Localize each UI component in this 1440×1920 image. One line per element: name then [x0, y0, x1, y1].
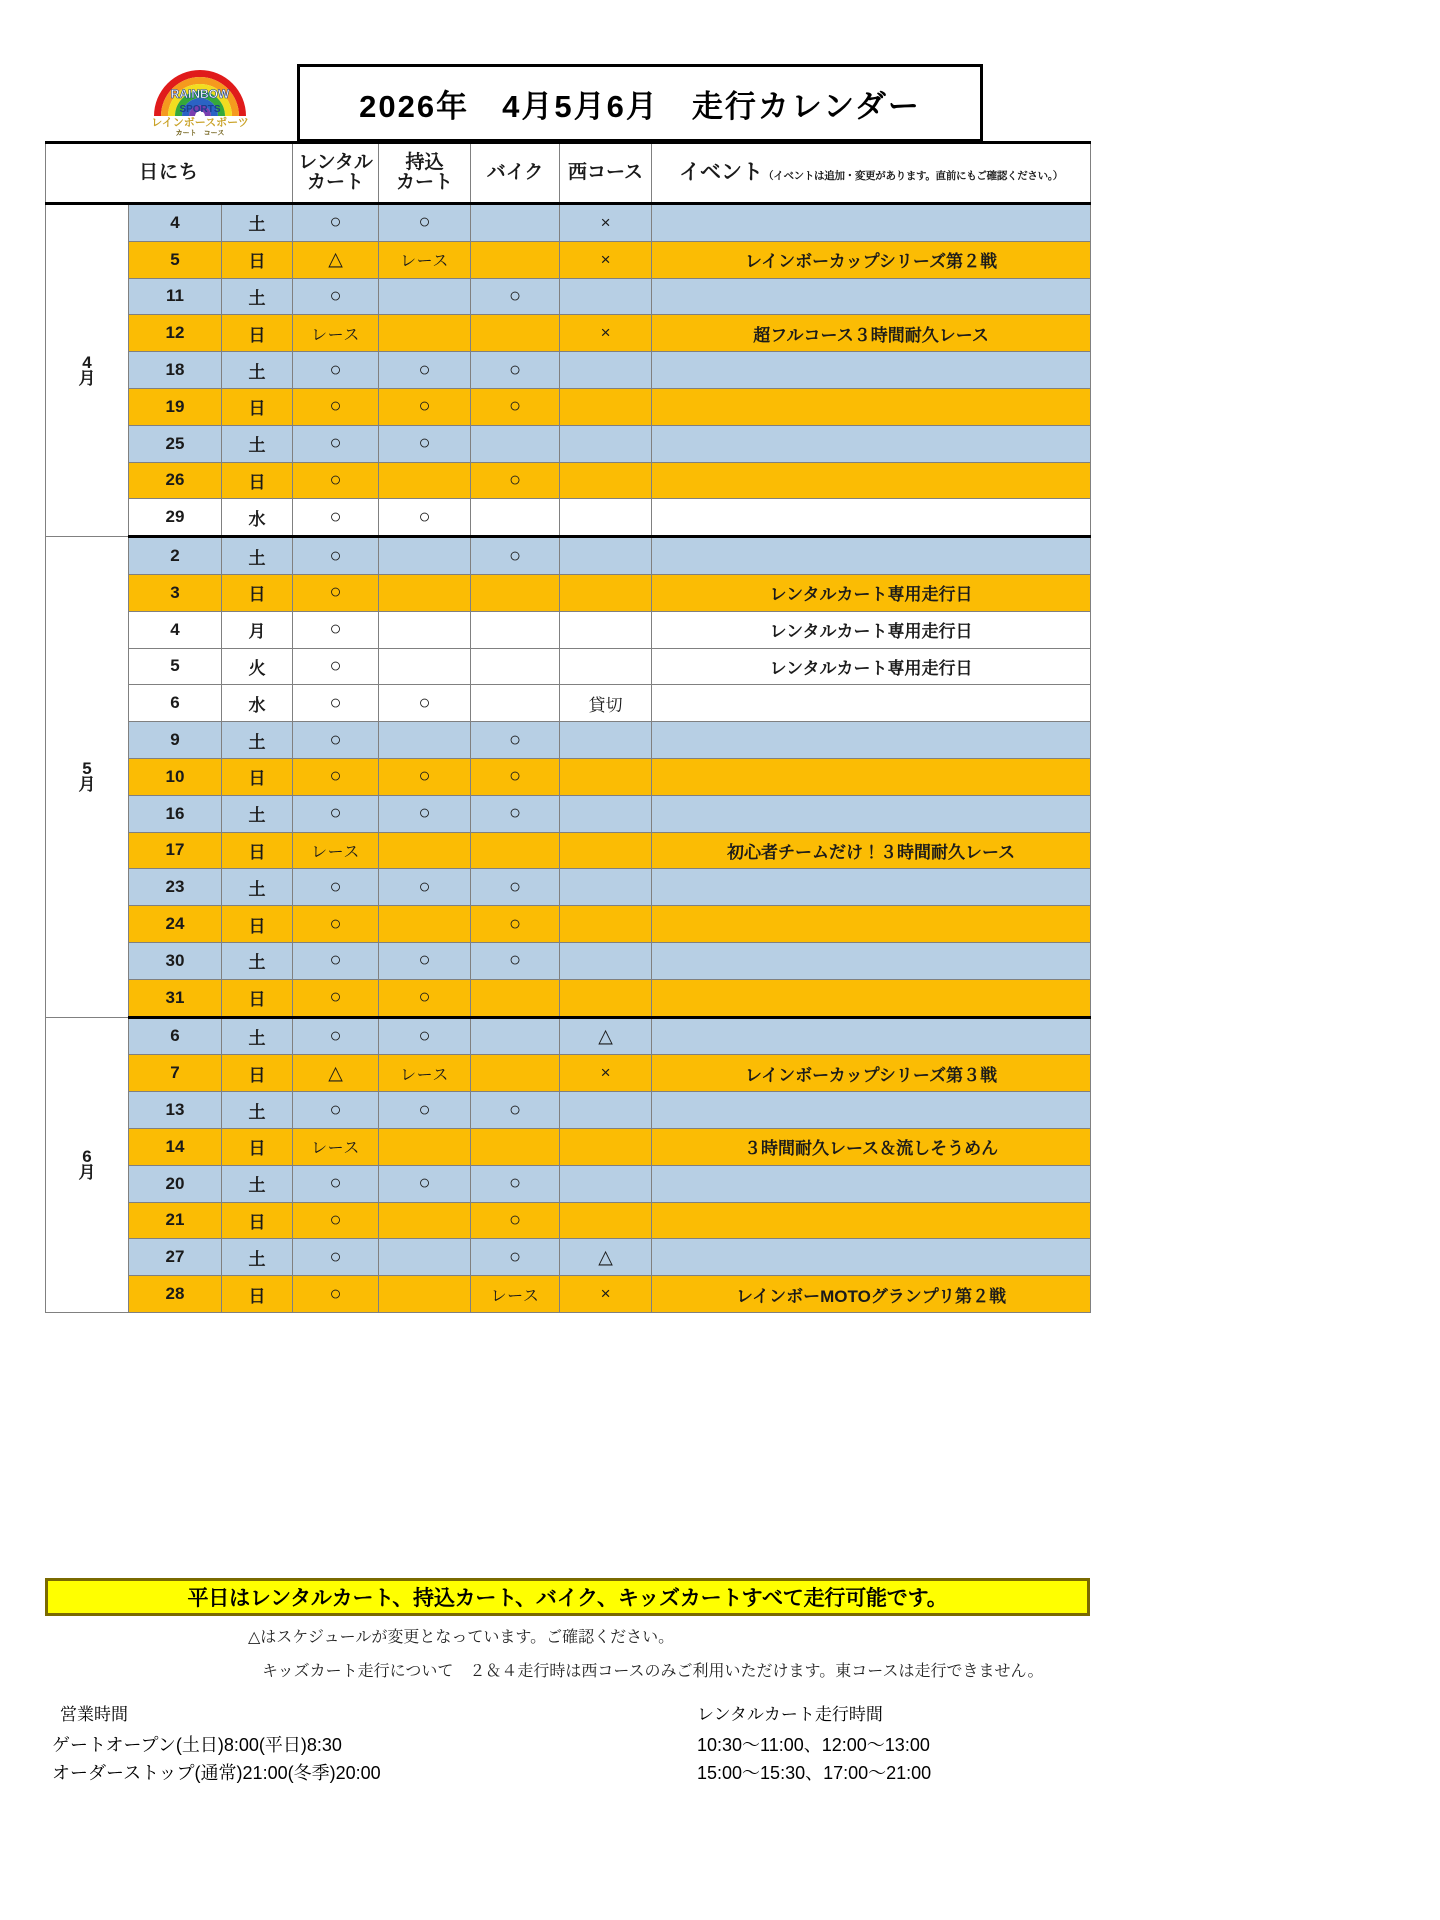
west-course-cell [560, 278, 652, 315]
day-number: 28 [129, 1276, 222, 1313]
bike-cell [471, 425, 560, 462]
bring-kart-cell: レース [379, 1055, 471, 1092]
west-course-cell [560, 942, 652, 979]
day-number: 20 [129, 1165, 222, 1202]
day-number: 3 [129, 574, 222, 611]
event-cell [652, 204, 1091, 242]
table-row [46, 906, 1091, 943]
west-course-cell [560, 574, 652, 611]
table-row [46, 722, 1091, 759]
event-cell: 初心者チームだけ！３時間耐久レース [652, 832, 1091, 869]
day-number: 31 [129, 979, 222, 1017]
west-course-cell [560, 906, 652, 943]
day-number: 17 [129, 832, 222, 869]
day-number: 6 [129, 685, 222, 722]
rental-kart-cell: ○ [293, 1276, 379, 1313]
day-of-week: 土 [222, 795, 293, 832]
event-cell [652, 425, 1091, 462]
day-of-week: 日 [222, 979, 293, 1017]
table-row [46, 1055, 1091, 1092]
day-of-week: 日 [222, 1055, 293, 1092]
rental-kart-cell: ○ [293, 278, 379, 315]
rental-kart-cell: ○ [293, 722, 379, 759]
table-row [46, 832, 1091, 869]
west-course-cell [560, 611, 652, 648]
rental-kart-cell: ○ [293, 795, 379, 832]
table-row [46, 979, 1091, 1017]
month-label-4 [46, 204, 129, 537]
day-number: 14 [129, 1128, 222, 1165]
bring-kart-cell [379, 906, 471, 943]
bike-cell: レース [471, 1276, 560, 1313]
column-header-event [652, 143, 1091, 204]
bike-cell [471, 979, 560, 1017]
day-of-week: 火 [222, 648, 293, 685]
rental-kart-cell: ○ [293, 979, 379, 1017]
table-row [46, 1165, 1091, 1202]
bike-cell: ○ [471, 722, 560, 759]
bike-cell [471, 1017, 560, 1055]
bike-cell [471, 1128, 560, 1165]
event-cell [652, 795, 1091, 832]
bike-cell [471, 685, 560, 722]
event-cell [652, 1239, 1091, 1276]
table-row [46, 574, 1091, 611]
rental-kart-cell: ○ [293, 388, 379, 425]
month-number: 4 [82, 352, 92, 372]
bring-kart-cell [379, 832, 471, 869]
bike-cell [471, 204, 560, 242]
bike-cell [471, 315, 560, 352]
bring-kart-cell: ○ [379, 1092, 471, 1129]
table-row [46, 758, 1091, 795]
table-row [46, 942, 1091, 979]
rental-kart-cell: ○ [293, 648, 379, 685]
table-row [46, 425, 1091, 462]
day-of-week: 日 [222, 388, 293, 425]
day-of-week: 土 [222, 278, 293, 315]
day-number: 12 [129, 315, 222, 352]
west-course-cell [560, 832, 652, 869]
rental-kart-hours-title: レンタルカート走行時間 [697, 1705, 883, 1724]
bike-cell [471, 648, 560, 685]
day-number: 19 [129, 388, 222, 425]
day-number: 23 [129, 869, 222, 906]
schedule-table [45, 141, 1091, 1313]
day-of-week: 土 [222, 869, 293, 906]
bike-cell [471, 611, 560, 648]
page-title: 2026年 4月5月6月 走行カレンダー [359, 88, 921, 124]
month-label-6 [46, 1017, 129, 1312]
table-row [46, 1239, 1091, 1276]
rental-kart-cell: ○ [293, 758, 379, 795]
west-course-cell [560, 1128, 652, 1165]
event-cell [652, 388, 1091, 425]
triangle-footnote: △はスケジュールが変更となっています。ご確認ください。 [248, 1629, 675, 1646]
west-course-cell [560, 795, 652, 832]
day-number: 5 [129, 648, 222, 685]
day-of-week: 日 [222, 462, 293, 499]
rental-hours-line-1: 10:30～11:00、12:00～13:00 [697, 1735, 930, 1755]
logo-japanese-text: レインボースポーツ [151, 117, 249, 129]
table-row [46, 795, 1091, 832]
event-cell [652, 1165, 1091, 1202]
west-course-cell: × [560, 1276, 652, 1313]
bring-kart-cell [379, 462, 471, 499]
title-box [297, 64, 983, 142]
column-header-dates: 日にち [46, 143, 293, 204]
event-cell [652, 1017, 1091, 1055]
bike-cell [471, 499, 560, 537]
day-number: 7 [129, 1055, 222, 1092]
bring-kart-cell [379, 537, 471, 575]
table-row [46, 537, 1091, 575]
rental-kart-cell: ○ [293, 537, 379, 575]
bring-kart-cell: ○ [379, 685, 471, 722]
rental-kart-cell: ○ [293, 1017, 379, 1055]
table-row [46, 1017, 1091, 1055]
table-row [46, 388, 1091, 425]
day-number: 30 [129, 942, 222, 979]
bike-cell [471, 241, 560, 278]
bike-cell [471, 832, 560, 869]
bring-kart-cell: ○ [379, 1165, 471, 1202]
rental-kart-cell: ○ [293, 869, 379, 906]
day-of-week: 日 [222, 241, 293, 278]
bike-cell: ○ [471, 278, 560, 315]
bring-kart-cell: ○ [379, 388, 471, 425]
rental-kart-cell: ○ [293, 574, 379, 611]
day-of-week: 日 [222, 1128, 293, 1165]
day-of-week: 水 [222, 499, 293, 537]
rental-kart-cell: ○ [293, 1165, 379, 1202]
day-number: 18 [129, 352, 222, 389]
day-of-week: 土 [222, 537, 293, 575]
month-kanji: 月 [78, 1162, 96, 1182]
rainbow-sports-logo-icon [143, 68, 258, 138]
rental-kart-cell: ○ [293, 204, 379, 242]
event-cell [652, 722, 1091, 759]
west-course-cell [560, 869, 652, 906]
table-row [46, 241, 1091, 278]
bike-cell [471, 1055, 560, 1092]
table-row [46, 611, 1091, 648]
table-row [46, 315, 1091, 352]
west-course-cell [560, 648, 652, 685]
weekday-notice-text: 平日はレンタルカート、持込カート、バイク、キッズカートすべて走行可能です。 [187, 1587, 948, 1610]
west-course-cell [560, 1202, 652, 1239]
day-of-week: 日 [222, 315, 293, 352]
day-of-week: 土 [222, 1239, 293, 1276]
day-number: 10 [129, 758, 222, 795]
day-of-week: 土 [222, 1092, 293, 1129]
bring-kart-cell: ○ [379, 204, 471, 242]
day-number: 13 [129, 1092, 222, 1129]
bike-cell: ○ [471, 758, 560, 795]
west-course-cell [560, 1165, 652, 1202]
rental-kart-cell: ○ [293, 1092, 379, 1129]
event-cell [652, 499, 1091, 537]
bring-kart-cell: ○ [379, 352, 471, 389]
west-course-cell: △ [560, 1017, 652, 1055]
rental-kart-line2: カート [307, 172, 365, 193]
day-of-week: 日 [222, 1276, 293, 1313]
west-course-cell: × [560, 1055, 652, 1092]
bike-cell: ○ [471, 1092, 560, 1129]
table-row [46, 648, 1091, 685]
west-course-cell [560, 722, 652, 759]
bike-cell: ○ [471, 462, 560, 499]
event-cell [652, 758, 1091, 795]
day-number: 27 [129, 1239, 222, 1276]
table-row [46, 1276, 1091, 1313]
event-cell [652, 979, 1091, 1017]
column-header-bike: バイク [471, 143, 560, 204]
logo-sports-text: SPORTS [179, 104, 221, 115]
day-number: 11 [129, 278, 222, 315]
table-row [46, 685, 1091, 722]
bring-kart-cell [379, 278, 471, 315]
logo-rainbow-text: RAINBOW [170, 87, 230, 101]
event-cell [652, 906, 1091, 943]
column-header-west-course: 西コース [560, 143, 652, 204]
rental-kart-cell: レース [293, 1128, 379, 1165]
bike-cell: ○ [471, 906, 560, 943]
order-stop-line: オーダーストップ(通常)21:00(冬季)20:00 [52, 1762, 381, 1783]
day-number: 21 [129, 1202, 222, 1239]
event-cell [652, 942, 1091, 979]
business-hours-column [52, 1700, 612, 1788]
rental-kart-cell: ○ [293, 942, 379, 979]
bike-cell: ○ [471, 942, 560, 979]
day-of-week: 日 [222, 906, 293, 943]
bring-kart-cell: ○ [379, 425, 471, 462]
column-header-bring-kart [379, 143, 471, 204]
bring-kart-cell [379, 722, 471, 759]
rental-kart-cell: ○ [293, 611, 379, 648]
day-number: 16 [129, 795, 222, 832]
month-kanji: 月 [78, 774, 96, 794]
bring-kart-cell [379, 1202, 471, 1239]
rental-kart-cell: ○ [293, 425, 379, 462]
west-course-cell [560, 462, 652, 499]
event-cell [652, 278, 1091, 315]
table-row [46, 869, 1091, 906]
day-of-week: 日 [222, 574, 293, 611]
west-course-cell: × [560, 204, 652, 242]
event-cell: レインボーMOTOグランプリ第２戦 [652, 1276, 1091, 1313]
event-cell: レンタルカート専用走行日 [652, 611, 1091, 648]
rental-hours-line-2: 15:00～15:30、17:00～21:00 [697, 1762, 932, 1783]
day-number: 26 [129, 462, 222, 499]
bring-kart-cell [379, 1239, 471, 1276]
day-number: 25 [129, 425, 222, 462]
day-of-week: 日 [222, 758, 293, 795]
bring-kart-cell [379, 611, 471, 648]
west-course-cell [560, 499, 652, 537]
day-number: 4 [129, 611, 222, 648]
west-course-cell [560, 979, 652, 1017]
bring-kart-cell: ○ [379, 979, 471, 1017]
day-of-week: 月 [222, 611, 293, 648]
day-of-week: 水 [222, 685, 293, 722]
event-cell: レインボーカップシリーズ第３戦 [652, 1055, 1091, 1092]
month-kanji: 月 [78, 368, 96, 388]
west-course-cell: × [560, 315, 652, 352]
bring-kart-cell [379, 1128, 471, 1165]
west-course-cell [560, 537, 652, 575]
hours-section [52, 1700, 1092, 1810]
logo-sub-text: カート コース [175, 130, 225, 137]
day-of-week: 土 [222, 942, 293, 979]
bring-kart-cell: ○ [379, 1017, 471, 1055]
event-cell: 超フルコース３時間耐久レース [652, 315, 1091, 352]
rental-kart-cell: ○ [293, 1239, 379, 1276]
day-of-week: 土 [222, 352, 293, 389]
day-of-week: 日 [222, 832, 293, 869]
rental-kart-cell: △ [293, 241, 379, 278]
column-header-rental-kart [293, 143, 379, 204]
day-of-week: 土 [222, 204, 293, 242]
table-row [46, 1202, 1091, 1239]
day-of-week: 土 [222, 1017, 293, 1055]
day-number: 5 [129, 241, 222, 278]
day-number: 6 [129, 1017, 222, 1055]
table-row [46, 278, 1091, 315]
bring-kart-cell: ○ [379, 758, 471, 795]
bring-kart-cell [379, 574, 471, 611]
bring-kart-cell [379, 648, 471, 685]
bike-cell: ○ [471, 795, 560, 832]
business-hours-title: 営業時間 [60, 1705, 128, 1724]
table-row [46, 1092, 1091, 1129]
rental-kart-cell: △ [293, 1055, 379, 1092]
bring-kart-line1: 持込 [405, 152, 444, 174]
table-row [46, 204, 1091, 242]
table-row [46, 352, 1091, 389]
bike-cell: ○ [471, 869, 560, 906]
west-course-cell [560, 352, 652, 389]
west-course-cell: × [560, 241, 652, 278]
event-cell [652, 352, 1091, 389]
west-course-cell: 貸切 [560, 685, 652, 722]
rental-kart-cell: ○ [293, 1202, 379, 1239]
event-cell [652, 1092, 1091, 1129]
bring-kart-cell: ○ [379, 499, 471, 537]
day-of-week: 土 [222, 1165, 293, 1202]
event-cell [652, 869, 1091, 906]
event-cell [652, 685, 1091, 722]
west-course-cell [560, 1092, 652, 1129]
bring-kart-cell: ○ [379, 942, 471, 979]
event-cell: レンタルカート専用走行日 [652, 648, 1091, 685]
event-cell [652, 462, 1091, 499]
event-cell [652, 537, 1091, 575]
rental-kart-cell: ○ [293, 499, 379, 537]
event-cell: レンタルカート専用走行日 [652, 574, 1091, 611]
weekday-notice-banner [45, 1578, 1090, 1616]
bike-cell: ○ [471, 388, 560, 425]
event-header-note: （イベントは追加・変更があります。直前にもご確認ください。） [763, 169, 1063, 182]
table-header-row [46, 143, 1091, 204]
event-cell: ３時間耐久レース＆流しそうめん [652, 1128, 1091, 1165]
rental-kart-cell: ○ [293, 685, 379, 722]
month-number: 6 [82, 1146, 92, 1166]
bike-cell: ○ [471, 1165, 560, 1202]
rental-kart-line1: レンタル [298, 152, 373, 174]
rental-kart-cell: ○ [293, 462, 379, 499]
kids-kart-footnote: キッズカート走行について ２＆４走行時は西コースのみご利用いただけます。東コースは走行できません。 [262, 1663, 1044, 1680]
west-course-cell: △ [560, 1239, 652, 1276]
rental-kart-cell: ○ [293, 352, 379, 389]
bike-cell: ○ [471, 352, 560, 389]
day-number: 24 [129, 906, 222, 943]
day-of-week: 土 [222, 722, 293, 759]
event-cell: レインボーカップシリーズ第２戦 [652, 241, 1091, 278]
bike-cell: ○ [471, 1239, 560, 1276]
bring-kart-line2: カート [396, 172, 454, 193]
gate-open-line: ゲートオープン(土日)8:00(平日)8:30 [52, 1735, 342, 1755]
west-course-cell [560, 758, 652, 795]
table-row [46, 462, 1091, 499]
event-header-label: イベント [679, 160, 764, 184]
bring-kart-cell: ○ [379, 869, 471, 906]
bike-cell: ○ [471, 537, 560, 575]
day-number: 9 [129, 722, 222, 759]
event-cell [652, 1202, 1091, 1239]
bring-kart-cell: ○ [379, 795, 471, 832]
west-course-cell [560, 388, 652, 425]
table-row [46, 499, 1091, 537]
bring-kart-cell: レース [379, 241, 471, 278]
month-label-5 [46, 537, 129, 1017]
day-number: 2 [129, 537, 222, 575]
rental-kart-cell: レース [293, 315, 379, 352]
bike-cell [471, 574, 560, 611]
rental-kart-cell: レース [293, 832, 379, 869]
page-header [45, 62, 1090, 140]
bike-cell: ○ [471, 1202, 560, 1239]
west-course-cell [560, 425, 652, 462]
day-of-week: 土 [222, 425, 293, 462]
month-number: 5 [82, 759, 92, 779]
table-row [46, 1128, 1091, 1165]
bring-kart-cell [379, 1276, 471, 1313]
day-number: 4 [129, 204, 222, 242]
rental-kart-cell: ○ [293, 906, 379, 943]
bring-kart-cell [379, 315, 471, 352]
day-of-week: 日 [222, 1202, 293, 1239]
day-number: 29 [129, 499, 222, 537]
rental-kart-hours-column [697, 1700, 1097, 1788]
